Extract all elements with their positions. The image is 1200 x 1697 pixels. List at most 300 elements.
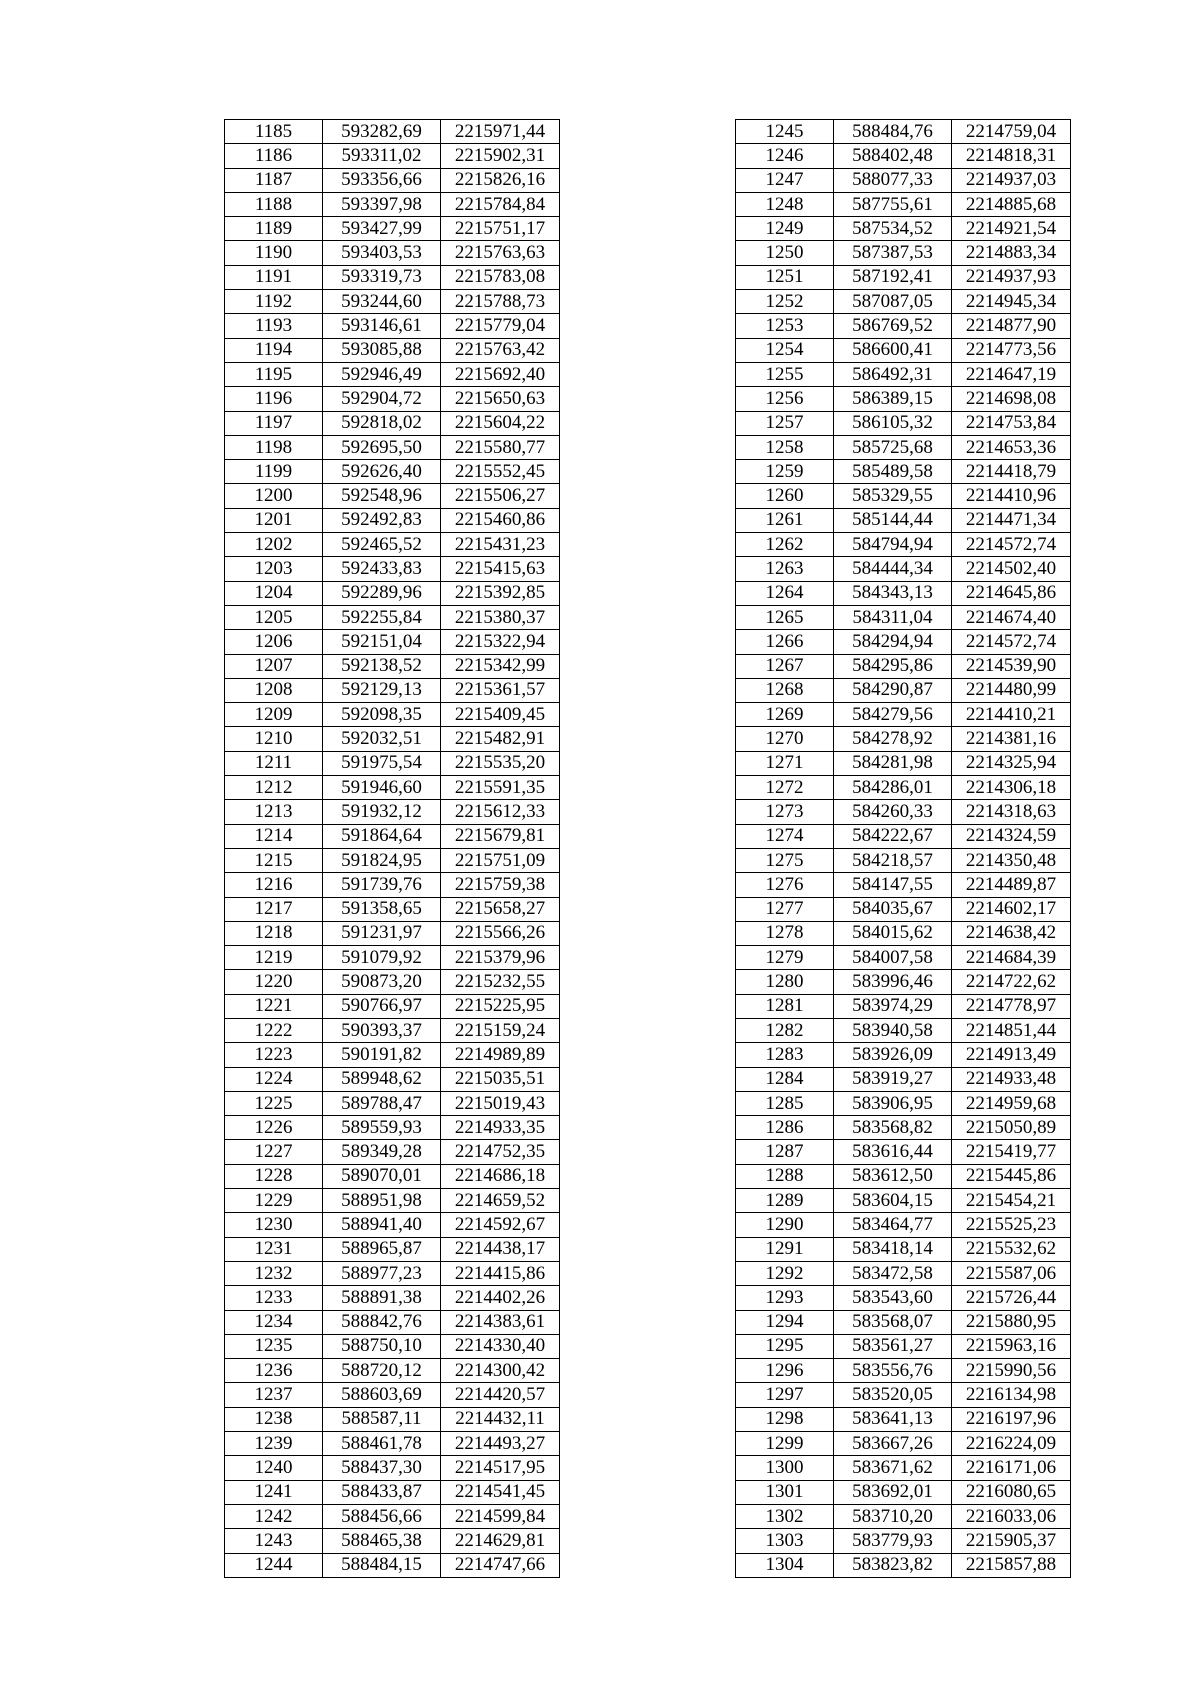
table-row	[225, 824, 560, 848]
x-coordinate-cell: 584444,34	[834, 557, 952, 581]
y-coordinate-cell: 2215650,63	[441, 387, 560, 411]
y-coordinate-cell: 2214383,61	[441, 1310, 560, 1334]
table-row	[736, 873, 1071, 897]
x-coordinate-cell: 584311,04	[834, 605, 952, 629]
table-row	[225, 1237, 560, 1261]
point-number-cell: 1250	[736, 241, 834, 265]
point-number-cell: 1220	[225, 970, 323, 994]
y-coordinate-cell: 2214674,40	[952, 605, 1071, 629]
y-coordinate-cell: 2214645,86	[952, 581, 1071, 605]
table-row	[736, 435, 1071, 459]
x-coordinate-cell: 583418,14	[834, 1237, 952, 1261]
table-row	[736, 1091, 1071, 1115]
point-number-cell: 1221	[225, 994, 323, 1018]
y-coordinate-cell: 2214415,86	[441, 1261, 560, 1285]
point-number-cell: 1222	[225, 1018, 323, 1042]
y-coordinate-cell: 2215415,63	[441, 557, 560, 581]
x-coordinate-cell: 583779,93	[834, 1529, 952, 1553]
y-coordinate-cell: 2215482,91	[441, 727, 560, 751]
y-coordinate-cell: 2215658,27	[441, 897, 560, 921]
y-coordinate-cell: 2214541,45	[441, 1480, 560, 1504]
y-coordinate-cell: 2214945,34	[952, 290, 1071, 314]
table-row	[736, 411, 1071, 435]
table-row	[736, 557, 1071, 581]
table-row	[225, 921, 560, 945]
point-number-cell: 1299	[736, 1432, 834, 1456]
x-coordinate-cell: 592695,50	[323, 435, 441, 459]
x-coordinate-cell: 583561,27	[834, 1334, 952, 1358]
table-row	[736, 994, 1071, 1018]
table-row	[225, 120, 560, 144]
point-number-cell: 1241	[225, 1480, 323, 1504]
point-number-cell: 1242	[225, 1504, 323, 1528]
y-coordinate-cell: 2214913,49	[952, 1043, 1071, 1067]
x-coordinate-cell: 591231,97	[323, 921, 441, 945]
y-coordinate-cell: 2214324,59	[952, 824, 1071, 848]
x-coordinate-cell: 592818,02	[323, 411, 441, 435]
x-coordinate-cell: 593244,60	[323, 290, 441, 314]
x-coordinate-cell: 584279,56	[834, 703, 952, 727]
x-coordinate-cell: 593146,61	[323, 314, 441, 338]
y-coordinate-cell: 2215232,55	[441, 970, 560, 994]
y-coordinate-cell: 2214381,16	[952, 727, 1071, 751]
point-number-cell: 1249	[736, 217, 834, 241]
x-coordinate-cell: 588437,30	[323, 1456, 441, 1480]
table-row	[225, 751, 560, 775]
y-coordinate-cell: 2214471,34	[952, 508, 1071, 532]
point-number-cell: 1233	[225, 1286, 323, 1310]
x-coordinate-cell: 593319,73	[323, 265, 441, 289]
y-coordinate-cell: 2214653,36	[952, 435, 1071, 459]
x-coordinate-cell: 583556,76	[834, 1359, 952, 1383]
table-row	[225, 435, 560, 459]
x-coordinate-cell: 585725,68	[834, 435, 952, 459]
y-coordinate-cell: 2214629,81	[441, 1529, 560, 1553]
x-coordinate-cell: 593356,66	[323, 168, 441, 192]
point-number-cell: 1185	[225, 120, 323, 144]
table-row	[225, 144, 560, 168]
point-number-cell: 1248	[736, 192, 834, 216]
y-coordinate-cell: 2214933,48	[952, 1067, 1071, 1091]
point-number-cell: 1190	[225, 241, 323, 265]
x-coordinate-cell: 584343,13	[834, 581, 952, 605]
point-number-cell: 1277	[736, 897, 834, 921]
point-number-cell: 1230	[225, 1213, 323, 1237]
point-number-cell: 1202	[225, 533, 323, 557]
table-row	[736, 1286, 1071, 1310]
y-coordinate-cell: 2215431,23	[441, 533, 560, 557]
y-coordinate-cell: 2216080,65	[952, 1480, 1071, 1504]
point-number-cell: 1237	[225, 1383, 323, 1407]
table-row	[225, 1480, 560, 1504]
point-number-cell: 1231	[225, 1237, 323, 1261]
x-coordinate-cell: 584035,67	[834, 897, 952, 921]
x-coordinate-cell: 587087,05	[834, 290, 952, 314]
y-coordinate-cell: 2214722,62	[952, 970, 1071, 994]
point-number-cell: 1235	[225, 1334, 323, 1358]
x-coordinate-cell: 587387,53	[834, 241, 952, 265]
y-coordinate-cell: 2215784,84	[441, 192, 560, 216]
table-row	[225, 192, 560, 216]
point-number-cell: 1207	[225, 654, 323, 678]
table-row	[225, 168, 560, 192]
y-coordinate-cell: 2214493,27	[441, 1432, 560, 1456]
x-coordinate-cell: 593282,69	[323, 120, 441, 144]
x-coordinate-cell: 585489,58	[834, 460, 952, 484]
x-coordinate-cell: 588484,15	[323, 1553, 441, 1577]
y-coordinate-cell: 2214659,52	[441, 1189, 560, 1213]
x-coordinate-cell: 585329,55	[834, 484, 952, 508]
x-coordinate-cell: 585144,44	[834, 508, 952, 532]
y-coordinate-cell: 2215692,40	[441, 362, 560, 386]
x-coordinate-cell: 583667,26	[834, 1432, 952, 1456]
y-coordinate-cell: 2214885,68	[952, 192, 1071, 216]
point-number-cell: 1300	[736, 1456, 834, 1480]
y-coordinate-cell: 2214877,90	[952, 314, 1071, 338]
table-row	[225, 290, 560, 314]
table-row	[736, 144, 1071, 168]
y-coordinate-cell: 2214818,31	[952, 144, 1071, 168]
table-row	[736, 217, 1071, 241]
y-coordinate-cell: 2215535,20	[441, 751, 560, 775]
x-coordinate-cell: 591975,54	[323, 751, 441, 775]
y-coordinate-cell: 2215783,08	[441, 265, 560, 289]
point-number-cell: 1263	[736, 557, 834, 581]
table-row	[225, 1407, 560, 1431]
table-row	[736, 630, 1071, 654]
table-row	[225, 338, 560, 362]
x-coordinate-cell: 583464,77	[834, 1213, 952, 1237]
y-coordinate-cell: 2214410,21	[952, 703, 1071, 727]
y-coordinate-cell: 2214325,94	[952, 751, 1071, 775]
point-number-cell: 1257	[736, 411, 834, 435]
point-number-cell: 1294	[736, 1310, 834, 1334]
x-coordinate-cell: 583974,29	[834, 994, 952, 1018]
point-number-cell: 1225	[225, 1091, 323, 1115]
x-coordinate-cell: 592129,13	[323, 678, 441, 702]
x-coordinate-cell: 583996,46	[834, 970, 952, 994]
point-number-cell: 1198	[225, 435, 323, 459]
point-number-cell: 1288	[736, 1164, 834, 1188]
table-row	[736, 1310, 1071, 1334]
x-coordinate-cell: 588484,76	[834, 120, 952, 144]
table-row	[225, 727, 560, 751]
point-number-cell: 1189	[225, 217, 323, 241]
y-coordinate-cell: 2215566,26	[441, 921, 560, 945]
point-number-cell: 1287	[736, 1140, 834, 1164]
x-coordinate-cell: 589349,28	[323, 1140, 441, 1164]
point-number-cell: 1270	[736, 727, 834, 751]
y-coordinate-cell: 2215751,17	[441, 217, 560, 241]
table-row	[736, 1067, 1071, 1091]
table-row	[736, 1407, 1071, 1431]
table-row	[225, 776, 560, 800]
x-coordinate-cell: 588965,87	[323, 1237, 441, 1261]
table-row	[736, 1164, 1071, 1188]
y-coordinate-cell: 2215409,45	[441, 703, 560, 727]
table-row	[225, 314, 560, 338]
x-coordinate-cell: 591932,12	[323, 800, 441, 824]
point-number-cell: 1262	[736, 533, 834, 557]
x-coordinate-cell: 586492,31	[834, 362, 952, 386]
x-coordinate-cell: 592465,52	[323, 533, 441, 557]
table-row	[225, 1067, 560, 1091]
y-coordinate-cell: 2216134,98	[952, 1383, 1071, 1407]
y-coordinate-cell: 2215751,09	[441, 848, 560, 872]
x-coordinate-cell: 592255,84	[323, 605, 441, 629]
y-coordinate-cell: 2215779,04	[441, 314, 560, 338]
table-row	[736, 605, 1071, 629]
y-coordinate-cell: 2215019,43	[441, 1091, 560, 1115]
table-row	[225, 848, 560, 872]
point-number-cell: 1284	[736, 1067, 834, 1091]
point-number-cell: 1281	[736, 994, 834, 1018]
y-coordinate-cell: 2215679,81	[441, 824, 560, 848]
x-coordinate-cell: 588977,23	[323, 1261, 441, 1285]
y-coordinate-cell: 2215971,44	[441, 120, 560, 144]
y-coordinate-cell: 2215322,94	[441, 630, 560, 654]
point-number-cell: 1276	[736, 873, 834, 897]
table-row	[736, 1480, 1071, 1504]
point-number-cell: 1203	[225, 557, 323, 581]
x-coordinate-cell: 584281,98	[834, 751, 952, 775]
y-coordinate-cell: 2214330,40	[441, 1334, 560, 1358]
point-number-cell: 1240	[225, 1456, 323, 1480]
point-number-cell: 1215	[225, 848, 323, 872]
point-number-cell: 1187	[225, 168, 323, 192]
y-coordinate-cell: 2215826,16	[441, 168, 560, 192]
x-coordinate-cell: 591079,92	[323, 946, 441, 970]
y-coordinate-cell: 2215587,06	[952, 1261, 1071, 1285]
table-row	[736, 1018, 1071, 1042]
table-row	[225, 873, 560, 897]
point-number-cell: 1200	[225, 484, 323, 508]
table-row	[225, 1116, 560, 1140]
table-row	[736, 168, 1071, 192]
x-coordinate-cell: 589070,01	[323, 1164, 441, 1188]
table-row	[225, 1213, 560, 1237]
table-row	[736, 1189, 1071, 1213]
y-coordinate-cell: 2214539,90	[952, 654, 1071, 678]
y-coordinate-cell: 2215460,86	[441, 508, 560, 532]
x-coordinate-cell: 583568,82	[834, 1116, 952, 1140]
x-coordinate-cell: 591824,95	[323, 848, 441, 872]
point-number-cell: 1285	[736, 1091, 834, 1115]
table-row	[736, 1140, 1071, 1164]
table-row	[225, 1334, 560, 1358]
x-coordinate-cell: 589948,62	[323, 1067, 441, 1091]
table-row	[225, 1018, 560, 1042]
y-coordinate-cell: 2215990,56	[952, 1359, 1071, 1383]
x-coordinate-cell: 588402,48	[834, 144, 952, 168]
point-number-cell: 1275	[736, 848, 834, 872]
point-number-cell: 1303	[736, 1529, 834, 1553]
point-number-cell: 1206	[225, 630, 323, 654]
table-row	[736, 1456, 1071, 1480]
x-coordinate-cell: 592289,96	[323, 581, 441, 605]
x-coordinate-cell: 583671,62	[834, 1456, 952, 1480]
x-coordinate-cell: 588603,69	[323, 1383, 441, 1407]
point-number-cell: 1247	[736, 168, 834, 192]
table-row	[736, 1359, 1071, 1383]
point-number-cell: 1234	[225, 1310, 323, 1334]
table-row	[736, 946, 1071, 970]
point-number-cell: 1280	[736, 970, 834, 994]
y-coordinate-cell: 2214851,44	[952, 1018, 1071, 1042]
point-number-cell: 1213	[225, 800, 323, 824]
point-number-cell: 1297	[736, 1383, 834, 1407]
point-number-cell: 1227	[225, 1140, 323, 1164]
x-coordinate-cell: 592626,40	[323, 460, 441, 484]
y-coordinate-cell: 2214773,56	[952, 338, 1071, 362]
x-coordinate-cell: 588461,78	[323, 1432, 441, 1456]
table-row	[736, 241, 1071, 265]
table-row	[736, 1213, 1071, 1237]
table-row	[736, 848, 1071, 872]
y-coordinate-cell: 2215591,35	[441, 776, 560, 800]
table-row	[736, 362, 1071, 386]
point-number-cell: 1217	[225, 897, 323, 921]
table-row	[225, 217, 560, 241]
y-coordinate-cell: 2215525,23	[952, 1213, 1071, 1237]
y-coordinate-cell: 2216224,09	[952, 1432, 1071, 1456]
x-coordinate-cell: 583692,01	[834, 1480, 952, 1504]
y-coordinate-cell: 2214933,35	[441, 1116, 560, 1140]
y-coordinate-cell: 2214300,42	[441, 1359, 560, 1383]
y-coordinate-cell: 2214480,99	[952, 678, 1071, 702]
point-number-cell: 1273	[736, 800, 834, 824]
table-row	[225, 1310, 560, 1334]
point-number-cell: 1254	[736, 338, 834, 362]
y-coordinate-cell: 2214306,18	[952, 776, 1071, 800]
point-number-cell: 1197	[225, 411, 323, 435]
y-coordinate-cell: 2214638,42	[952, 921, 1071, 945]
table-row	[736, 533, 1071, 557]
point-number-cell: 1298	[736, 1407, 834, 1431]
point-number-cell: 1259	[736, 460, 834, 484]
point-number-cell: 1269	[736, 703, 834, 727]
point-number-cell: 1195	[225, 362, 323, 386]
table-row	[736, 460, 1071, 484]
table-row	[736, 897, 1071, 921]
y-coordinate-cell: 2214599,84	[441, 1504, 560, 1528]
x-coordinate-cell: 583612,50	[834, 1164, 952, 1188]
x-coordinate-cell: 583641,13	[834, 1407, 952, 1431]
table-row	[736, 1383, 1071, 1407]
y-coordinate-cell: 2214432,11	[441, 1407, 560, 1431]
table-row	[225, 265, 560, 289]
point-number-cell: 1253	[736, 314, 834, 338]
table-row	[736, 314, 1071, 338]
y-coordinate-cell: 2215604,22	[441, 411, 560, 435]
point-number-cell: 1246	[736, 144, 834, 168]
table-row	[225, 703, 560, 727]
table-row	[736, 654, 1071, 678]
x-coordinate-cell: 593427,99	[323, 217, 441, 241]
table-row	[225, 1383, 560, 1407]
x-coordinate-cell: 583568,07	[834, 1310, 952, 1334]
x-coordinate-cell: 591358,65	[323, 897, 441, 921]
x-coordinate-cell: 591739,76	[323, 873, 441, 897]
x-coordinate-cell: 583823,82	[834, 1553, 952, 1577]
x-coordinate-cell: 588951,98	[323, 1189, 441, 1213]
x-coordinate-cell: 583543,60	[834, 1286, 952, 1310]
x-coordinate-cell: 583520,05	[834, 1383, 952, 1407]
x-coordinate-cell: 587534,52	[834, 217, 952, 241]
y-coordinate-cell: 2215445,86	[952, 1164, 1071, 1188]
point-number-cell: 1251	[736, 265, 834, 289]
table-row	[736, 265, 1071, 289]
x-coordinate-cell: 587192,41	[834, 265, 952, 289]
x-coordinate-cell: 588891,38	[323, 1286, 441, 1310]
y-coordinate-cell: 2214752,35	[441, 1140, 560, 1164]
table-row	[225, 581, 560, 605]
point-number-cell: 1293	[736, 1286, 834, 1310]
y-coordinate-cell: 2215050,89	[952, 1116, 1071, 1140]
x-coordinate-cell: 592098,35	[323, 703, 441, 727]
x-coordinate-cell: 584007,58	[834, 946, 952, 970]
y-coordinate-cell: 2214517,95	[441, 1456, 560, 1480]
x-coordinate-cell: 584147,55	[834, 873, 952, 897]
table-row	[736, 581, 1071, 605]
y-coordinate-cell: 2215379,96	[441, 946, 560, 970]
y-coordinate-cell: 2215880,95	[952, 1310, 1071, 1334]
x-coordinate-cell: 584260,33	[834, 800, 952, 824]
y-coordinate-cell: 2214647,19	[952, 362, 1071, 386]
point-number-cell: 1232	[225, 1261, 323, 1285]
table-row	[225, 1432, 560, 1456]
point-number-cell: 1212	[225, 776, 323, 800]
x-coordinate-cell: 586389,15	[834, 387, 952, 411]
point-number-cell: 1201	[225, 508, 323, 532]
point-number-cell: 1186	[225, 144, 323, 168]
point-number-cell: 1205	[225, 605, 323, 629]
point-number-cell: 1296	[736, 1359, 834, 1383]
point-number-cell: 1228	[225, 1164, 323, 1188]
point-number-cell: 1239	[225, 1432, 323, 1456]
y-coordinate-cell: 2214778,97	[952, 994, 1071, 1018]
table-row	[225, 1504, 560, 1528]
table-row	[736, 387, 1071, 411]
x-coordinate-cell: 584290,87	[834, 678, 952, 702]
x-coordinate-cell: 593085,88	[323, 338, 441, 362]
y-coordinate-cell: 2215612,33	[441, 800, 560, 824]
table-row	[225, 508, 560, 532]
point-number-cell: 1216	[225, 873, 323, 897]
table-row	[225, 946, 560, 970]
y-coordinate-cell: 2215963,16	[952, 1334, 1071, 1358]
x-coordinate-cell: 592492,83	[323, 508, 441, 532]
y-coordinate-cell: 2214698,08	[952, 387, 1071, 411]
point-number-cell: 1261	[736, 508, 834, 532]
y-coordinate-cell: 2214350,48	[952, 848, 1071, 872]
point-number-cell: 1219	[225, 946, 323, 970]
y-coordinate-cell: 2214489,87	[952, 873, 1071, 897]
y-coordinate-cell: 2215532,62	[952, 1237, 1071, 1261]
point-number-cell: 1304	[736, 1553, 834, 1577]
y-coordinate-cell: 2215225,95	[441, 994, 560, 1018]
coordinate-table-right	[735, 119, 1071, 1578]
y-coordinate-cell: 2214937,93	[952, 265, 1071, 289]
table-row	[225, 678, 560, 702]
x-coordinate-cell: 589559,93	[323, 1116, 441, 1140]
point-number-cell: 1211	[225, 751, 323, 775]
point-number-cell: 1218	[225, 921, 323, 945]
x-coordinate-cell: 592904,72	[323, 387, 441, 411]
point-number-cell: 1260	[736, 484, 834, 508]
x-coordinate-cell: 586600,41	[834, 338, 952, 362]
x-coordinate-cell: 592151,04	[323, 630, 441, 654]
